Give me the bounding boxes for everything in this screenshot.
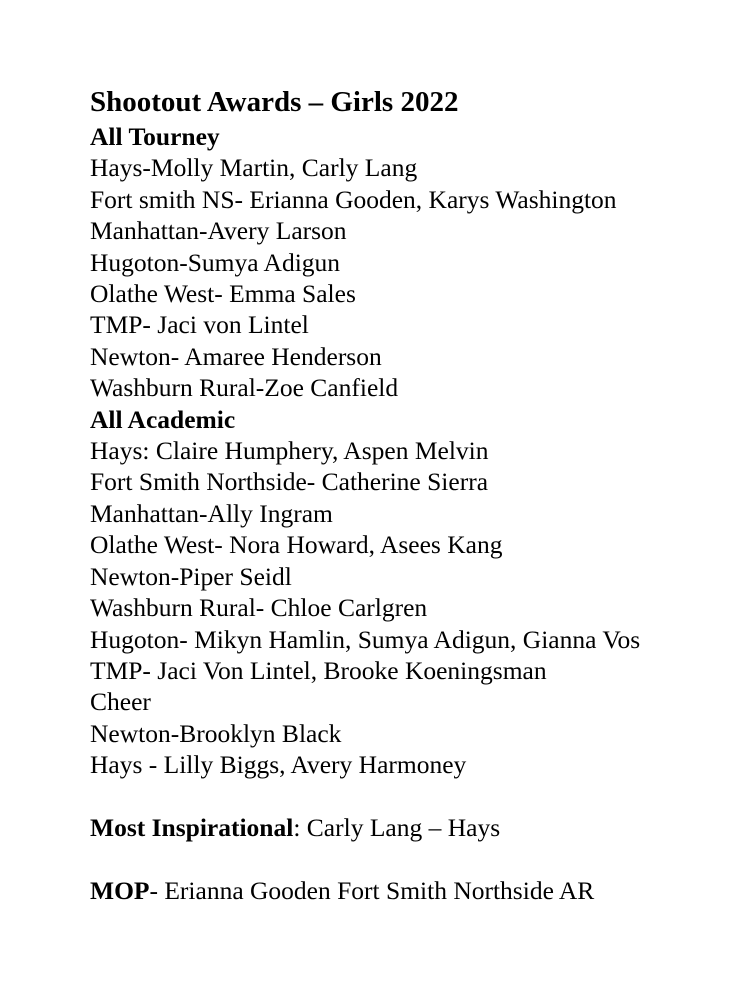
all-tourney-entry: Fort smith NS- Erianna Gooden, Karys Washington	[90, 184, 617, 214]
all-academic-entry: Manhattan-Ally Ingram	[90, 498, 333, 528]
all-academic-entry: Washburn Rural- Chloe Carlgren	[90, 593, 428, 623]
all-tourney-entry: Manhattan-Avery Larson	[90, 216, 347, 246]
spacer	[90, 781, 740, 812]
all-tourney-section	[90, 121, 740, 404]
cheer-heading: Cheer	[90, 687, 151, 717]
page-title: Shootout Awards – Girls 2022	[90, 86, 459, 118]
all-tourney-entry: Hugoton-Sumya Adigun	[90, 247, 341, 277]
all-tourney-entry: Washburn Rural-Zoe Canfield	[90, 373, 399, 403]
mop-label: MOP	[90, 875, 150, 905]
most-inspirational-label: Most Inspirational	[90, 812, 294, 842]
all-academic-entry: Olathe West- Nora Howard, Asees Kang	[90, 530, 503, 560]
cheer-entry: Hays - Lilly Biggs, Avery Harmoney	[90, 750, 467, 780]
all-tourney-entry: Olathe West- Emma Sales	[90, 279, 356, 309]
all-tourney-entry: TMP- Jaci von Lintel	[90, 310, 309, 340]
all-tourney-heading: All Tourney	[90, 122, 220, 151]
all-academic-section	[90, 404, 740, 687]
mop-value: - Erianna Gooden Fort Smith Northside AR	[149, 875, 595, 905]
all-tourney-entry: Hays-Molly Martin, Carly Lang	[90, 153, 418, 183]
all-academic-entry: Hays: Claire Humphery, Aspen Melvin	[90, 436, 489, 466]
mop-award	[90, 875, 740, 906]
all-academic-entry: TMP- Jaci Von Lintel, Brooke Koeningsman	[90, 655, 547, 685]
most-inspirational-award	[90, 812, 740, 843]
cheer-section	[90, 686, 740, 780]
all-academic-entry: Fort Smith Northside- Catherine Sierra	[90, 467, 489, 497]
all-academic-heading: All Academic	[90, 404, 236, 434]
spacer	[90, 843, 740, 874]
most-inspirational-value: : Carly Lang – Hays	[293, 812, 501, 842]
all-academic-entry: Newton-Piper Seidl	[90, 561, 292, 591]
all-academic-entry: Hugoton- Mikyn Hamlin, Sumya Adigun, Gianna Vos	[90, 624, 641, 654]
cheer-entry: Newton-Brooklyn Black	[90, 718, 342, 748]
all-tourney-entry: Newton- Amaree Henderson	[90, 341, 382, 371]
awards-document	[90, 83, 740, 906]
